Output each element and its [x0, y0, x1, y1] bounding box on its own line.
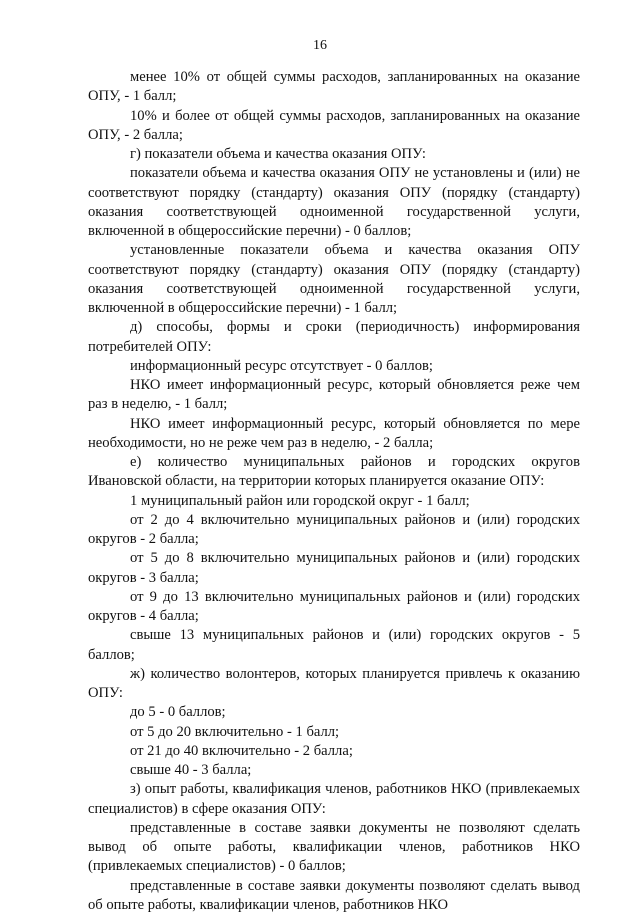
- paragraph: д) способы, формы и сроки (периодичность) информирования потребителей ОПУ:: [88, 318, 580, 357]
- paragraph: г) показатели объема и качества оказания ОПУ:: [88, 145, 580, 164]
- paragraph: до 5 - 0 баллов;: [88, 703, 580, 722]
- paragraph: представленные в составе заявки документы позволяют сделать вывод об опыте работы, квалификации членов, работников НКО: [88, 877, 580, 915]
- paragraph: НКО имеет информационный ресурс, который обновляется реже чем раз в неделю, - 1 балл;: [88, 376, 580, 415]
- paragraph: з) опыт работы, квалификация членов, работников НКО (привлекаемых специалистов) в сфере оказания ОПУ:: [88, 780, 580, 819]
- paragraph: ж) количество волонтеров, которых планируется привлечь к оказанию ОПУ:: [88, 665, 580, 704]
- page-number: 16: [0, 38, 640, 54]
- paragraph: 1 муниципальный район или городской округ - 1 балл;: [88, 492, 580, 511]
- paragraph: е) количество муниципальных районов и городских округов Ивановской области, на территории которых планируется оказание ОПУ:: [88, 453, 580, 492]
- paragraph: показатели объема и качества оказания ОПУ не установлены и (или) не соответствуют порядку (стандарту) оказания ОПУ (порядку (стандарту) оказания соответствующей одноименной государственной услуги, включенной в общероссийские перечни) - 0 баллов;: [88, 164, 580, 241]
- paragraph: свыше 40 - 3 балла;: [88, 761, 580, 780]
- paragraph: от 2 до 4 включительно муниципальных районов и (или) городских округов - 2 балла;: [88, 511, 580, 550]
- paragraph: НКО имеет информационный ресурс, который обновляется по мере необходимости, но не реже чем раз в неделю, - 2 балла;: [88, 415, 580, 454]
- paragraph: от 21 до 40 включительно - 2 балла;: [88, 742, 580, 761]
- paragraph: от 9 до 13 включительно муниципальных районов и (или) городских округов - 4 балла;: [88, 588, 580, 627]
- paragraph: информационный ресурс отсутствует - 0 баллов;: [88, 357, 580, 376]
- paragraph: установленные показатели объема и качества оказания ОПУ соответствуют порядку (стандарту) оказания ОПУ (порядку (стандарту) оказания соответствующей одноименной государственной услуги, включенной в общероссийские перечни) - 1 балл;: [88, 241, 580, 318]
- paragraph: свыше 13 муниципальных районов и (или) городских округов - 5 баллов;: [88, 626, 580, 665]
- paragraph: менее 10% от общей суммы расходов, запланированных на оказание ОПУ, - 1 балл;: [88, 68, 580, 107]
- paragraph: от 5 до 20 включительно - 1 балл;: [88, 723, 580, 742]
- paragraph: 10% и более от общей суммы расходов, запланированных на оказание ОПУ, - 2 балла;: [88, 107, 580, 146]
- paragraph: представленные в составе заявки документы не позволяют сделать вывод об опыте работы, квалификации членов, работников НКО (привлекаемых специалистов) - 0 баллов;: [88, 819, 580, 877]
- document-body: [88, 68, 580, 915]
- paragraph: от 5 до 8 включительно муниципальных районов и (или) городских округов - 3 балла;: [88, 549, 580, 588]
